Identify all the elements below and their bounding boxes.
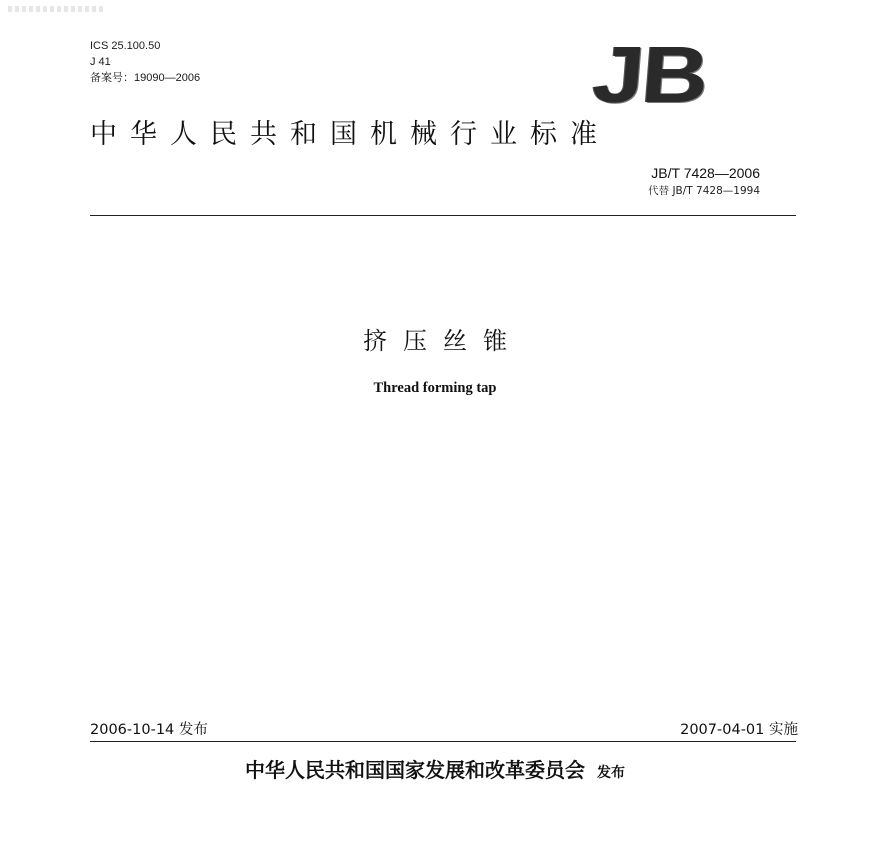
publisher-name: 中华人民共和国国家发展和改革委员会 xyxy=(245,758,585,782)
document-title-cn: 挤压丝锥 xyxy=(363,327,523,355)
jb-logo: JB xyxy=(589,30,710,119)
record-number: 备案号：19090—2006 xyxy=(90,72,201,84)
publisher-suffix: 发布 xyxy=(597,765,625,781)
scan-artifact xyxy=(8,6,104,12)
replaces-standard: 代替 JB/T 7428—1994 xyxy=(648,185,760,197)
publisher-line xyxy=(0,756,870,787)
implement-date: 2007-04-01 实施 xyxy=(680,722,798,738)
issuer-title: 中华人民共和国机械行业标准 xyxy=(90,119,610,150)
publish-date: 2006-10-14 发布 xyxy=(90,722,208,738)
document-title-en: Thread forming tap xyxy=(373,380,497,396)
header-divider xyxy=(90,215,796,216)
standard-number: JB/T 7428—2006 xyxy=(651,165,760,181)
category-code: J 41 xyxy=(90,56,111,68)
ics-code: ICS 25.100.50 xyxy=(90,40,161,52)
footer-divider xyxy=(90,741,796,742)
